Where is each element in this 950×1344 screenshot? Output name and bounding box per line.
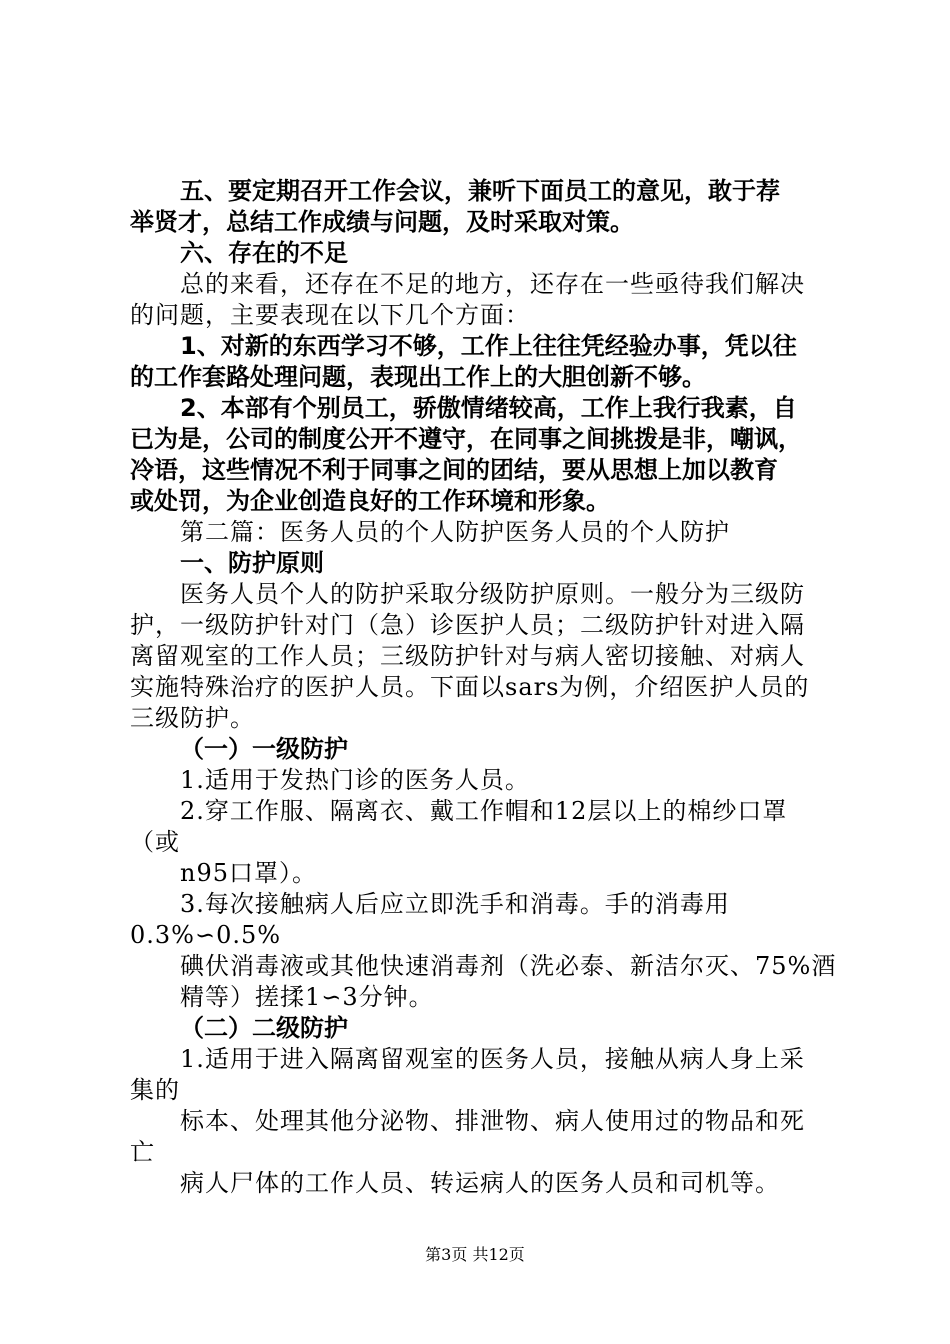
paragraph-line: 已为是，公司的制度公开不遵守，在同事之间挑拨是非，嘲讽， [130, 425, 802, 453]
paragraph-line: n95口罩）。 [180, 859, 317, 887]
paragraph-line: 实施特殊治疗的医护人员。下面以sars为例，介绍医护人员的 [130, 673, 810, 701]
subsection-heading: （二）二级防护 [180, 1014, 348, 1042]
paragraph-line: 医务人员个人的防护采取分级防护原则。一般分为三级防 [180, 580, 805, 608]
paragraph-line: 的工作套路处理问题，表现出工作上的大胆创新不够。 [130, 363, 706, 391]
paragraph-line: （或 [130, 828, 180, 856]
paragraph-line: 离留观室的工作人员；三级防护针对与病人密切接触、对病人 [130, 642, 805, 670]
paragraph-line: 三级防护。 [130, 704, 255, 732]
paragraph-line: 病人尸体的工作人员、转运病人的医务人员和司机等。 [180, 1169, 780, 1197]
paragraph-line: 亡 [130, 1138, 155, 1166]
paragraph-line: 集的 [130, 1076, 180, 1104]
paragraph-line: 举贤才，总结工作成绩与问题，及时采取对策。 [130, 208, 634, 236]
section-heading: 六、存在的不足 [180, 239, 348, 267]
paragraph-line: 或处罚，为企业创造良好的工作环境和形象。 [130, 487, 610, 515]
paragraph-line: 2、本部有个别员工，骄傲情绪较高，工作上我行我素，自 [180, 394, 797, 422]
paragraph-line: 冷语，这些情况不利于同事之间的团结，要从思想上加以教育 [130, 456, 778, 484]
page-number-footer: 第3页 共12页 [425, 1245, 525, 1264]
paragraph-line: 护，一级防护针对门（急）诊医护人员；二级防护针对进入隔 [130, 611, 805, 639]
paragraph-line: 五、要定期召开工作会议，兼听下面员工的意见，敢于荐 [180, 177, 780, 205]
paragraph-line: 的问题，主要表现在以下几个方面： [130, 301, 530, 329]
paragraph-line: 碘伏消毒液或其他快速消毒剂（洗必泰、新洁尔灭、75%酒 [180, 952, 837, 980]
paragraph-line: 2.穿工作服、隔离衣、戴工作帽和12层以上的棉纱口罩 [180, 797, 788, 825]
subsection-heading: （一）一级防护 [180, 735, 348, 763]
paragraph-line: 总的来看，还存在不足的地方，还存在一些亟待我们解决 [180, 270, 805, 298]
paragraph-line: 精等）搓揉1∽3分钟。 [180, 983, 434, 1011]
paragraph-line: 1.适用于进入隔离留观室的医务人员，接触从病人身上采 [180, 1045, 805, 1073]
paragraph-line: 0.3%∽0.5% [130, 921, 282, 949]
section-heading: 一、防护原则 [180, 549, 324, 577]
paragraph-line: 3.每次接触病人后应立即洗手和消毒。手的消毒用 [180, 890, 730, 918]
chapter-title: 第二篇：医务人员的个人防护医务人员的个人防护 [180, 518, 730, 546]
paragraph-line: 标本、处理其他分泌物、排泄物、病人使用过的物品和死 [180, 1107, 805, 1135]
paragraph-line: 1.适用于发热门诊的医务人员。 [180, 766, 530, 794]
paragraph-line: 1、对新的东西学习不够，工作上往往凭经验办事，凭以往 [180, 332, 797, 360]
